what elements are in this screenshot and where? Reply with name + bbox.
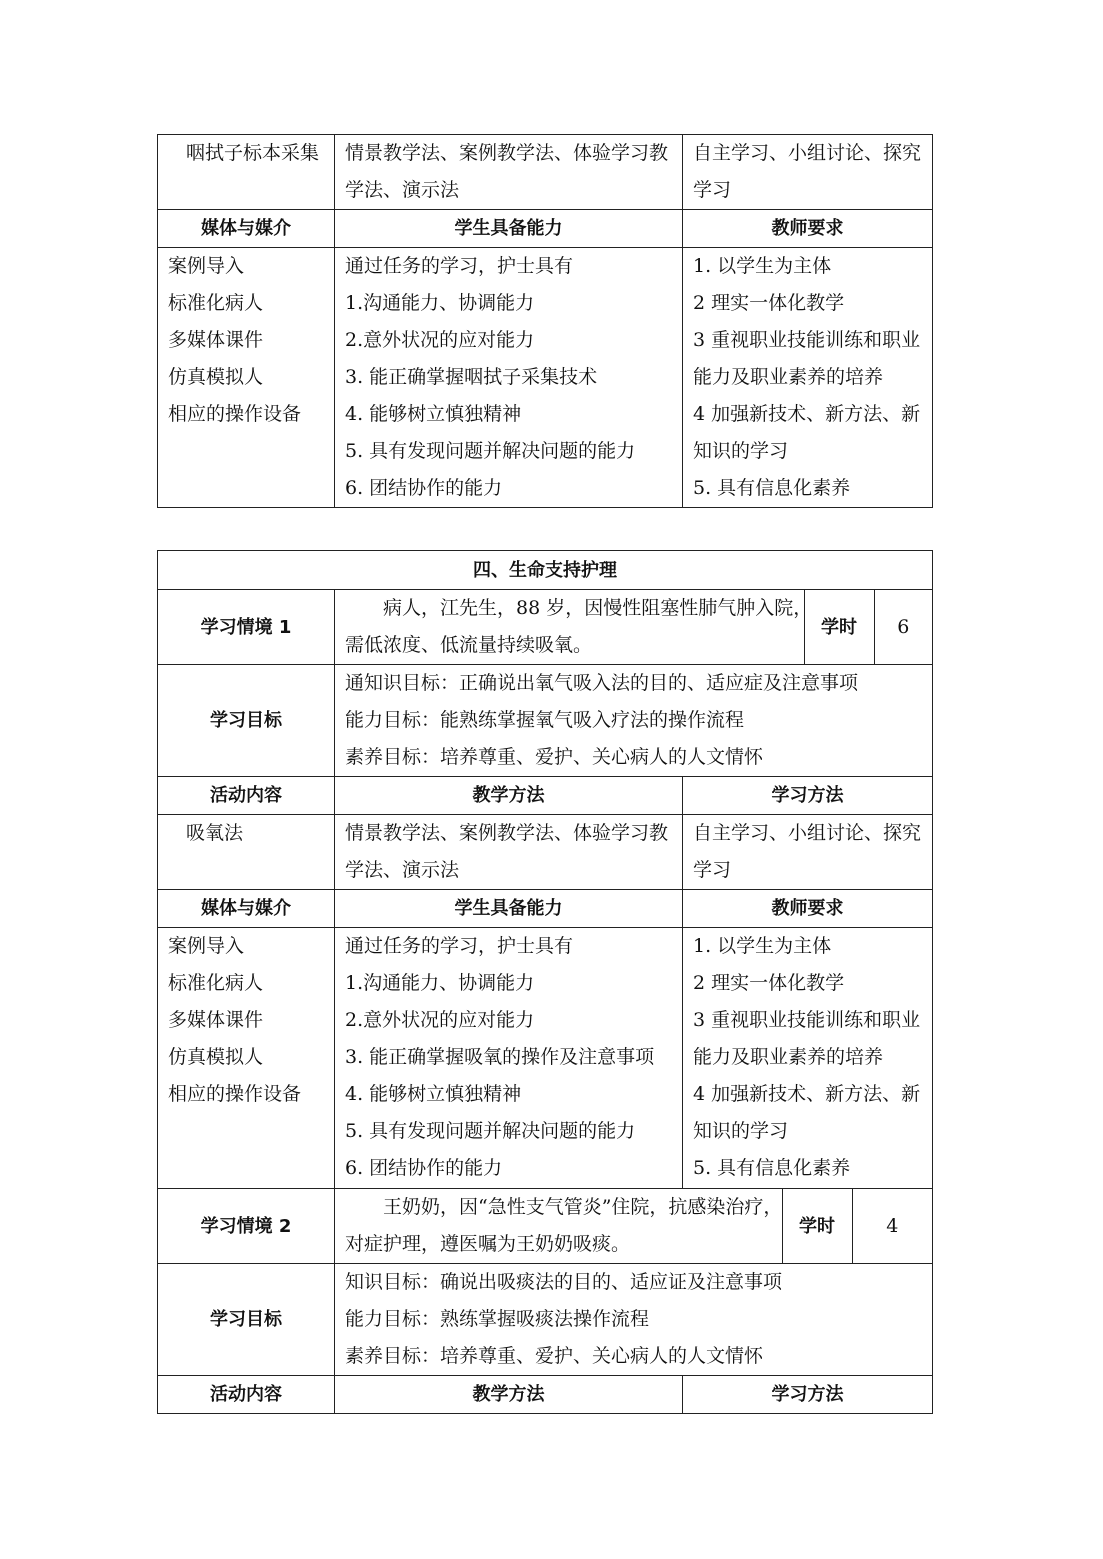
learning-method-line: 学习 (693, 179, 732, 201)
activity-row (158, 135, 933, 210)
goal-line: 通知识目标：正确说出氧气吸入法的目的、适应症及注意事项 (345, 672, 859, 694)
goals-2-label: 学习目标 (158, 1264, 335, 1376)
activity-cell (158, 135, 335, 210)
media-item: 标准化病人 (168, 292, 264, 314)
teaching-method-cell (335, 135, 683, 210)
header-row (158, 890, 933, 928)
header-media: 媒体与媒介 (158, 210, 335, 248)
course-table-2 (157, 550, 933, 1414)
teaching-method-line: 学法、演示法 (345, 179, 460, 201)
teaching-method-line: 情景教学法、案例教学法、体验学习教 (345, 822, 669, 844)
learning-method-line: 自主学习、小组讨论、探究 (693, 142, 922, 164)
situation-1-content (335, 590, 933, 665)
hours-value: 6 (874, 590, 932, 664)
header-teaching-method: 教学方法 (335, 777, 683, 815)
media-cell (158, 928, 335, 1189)
goal-line: 知识目标：确说出吸痰法的目的、适应证及注意事项 (345, 1271, 783, 1293)
media-item: 多媒体课件 (168, 329, 264, 351)
media-row (158, 928, 933, 1189)
goal-line: 能力目标：能熟练掌握氧气吸入疗法的操作流程 (345, 709, 745, 731)
requirement-item: 3 重视职业技能训练和职业 (693, 329, 921, 351)
situation-text-line: 王奶奶，因“急性支气管炎”住院，抗感染治疗， (383, 1196, 783, 1218)
situation-1-label: 学习情境 1 (158, 590, 335, 665)
goals-1-row (158, 665, 933, 777)
goal-line: 素养目标：培养尊重、爱护、关心病人的人文情怀 (345, 1345, 764, 1367)
header-teaching-method: 教学方法 (335, 1376, 683, 1414)
requirement-item: 2 理实一体化教学 (693, 292, 845, 314)
activity-row (158, 815, 933, 890)
media-item: 相应的操作设备 (168, 403, 302, 425)
ability-item: 6. 团结协作的能力 (345, 477, 503, 499)
situation-2-row (158, 1189, 933, 1264)
ability-item: 4. 能够树立慎独精神 (345, 1083, 522, 1105)
requirement-item: 知识的学习 (693, 440, 789, 462)
media-item: 案例导入 (168, 255, 245, 277)
header-abilities: 学生具备能力 (335, 210, 683, 248)
ability-item: 3. 能正确掌握吸氧的操作及注意事项 (345, 1046, 655, 1068)
media-row (158, 248, 933, 508)
header-requirements: 教师要求 (683, 210, 933, 248)
header-learning-method: 学习方法 (683, 777, 933, 815)
activity-name: 吸氧法 (186, 822, 244, 844)
header-activity: 活动内容 (158, 1376, 335, 1414)
media-item: 仿真模拟人 (168, 366, 264, 388)
ability-item: 通过任务的学习，护士具有 (345, 255, 574, 277)
situation-text-line: 对症护理，遵医嘱为王奶奶吸痰。 (345, 1233, 631, 1255)
goal-line: 素养目标：培养尊重、爱护、关心病人的人文情怀 (345, 746, 764, 768)
requirement-item: 1. 以学生为主体 (693, 935, 832, 957)
ability-item: 3. 能正确掌握咽拭子采集技术 (345, 366, 598, 388)
situation-2-label: 学习情境 2 (158, 1189, 335, 1264)
ability-item: 通过任务的学习，护士具有 (345, 935, 574, 957)
goals-2-content (335, 1264, 933, 1376)
header-learning-method: 学习方法 (683, 1376, 933, 1414)
title-row (158, 551, 933, 590)
requirement-item: 能力及职业素养的培养 (693, 1046, 884, 1068)
media-item: 仿真模拟人 (168, 1046, 264, 1068)
media-item: 相应的操作设备 (168, 1083, 302, 1105)
abilities-cell (335, 248, 683, 508)
goals-2-row (158, 1264, 933, 1376)
requirement-item: 5. 具有信息化素养 (693, 477, 851, 499)
requirement-item: 能力及职业素养的培养 (693, 366, 884, 388)
requirement-item: 知识的学习 (693, 1120, 789, 1142)
goals-1-label: 学习目标 (158, 665, 335, 777)
requirement-item: 2 理实一体化教学 (693, 972, 845, 994)
header-abilities: 学生具备能力 (335, 890, 683, 928)
situation-1-text (335, 590, 813, 664)
teaching-method-line: 情景教学法、案例教学法、体验学习教 (345, 142, 669, 164)
teaching-method-line: 学法、演示法 (345, 859, 460, 881)
situation-2-text (335, 1189, 782, 1263)
ability-item: 6. 团结协作的能力 (345, 1157, 503, 1179)
ability-item: 2.意外状况的应对能力 (345, 329, 535, 351)
header-row (158, 777, 933, 815)
situation-1-inner (335, 590, 932, 664)
ability-item: 5. 具有发现问题并解决问题的能力 (345, 440, 636, 462)
requirement-item: 3 重视职业技能训练和职业 (693, 1009, 921, 1031)
header-row (158, 1376, 933, 1414)
activity-cell (158, 815, 335, 890)
header-activity: 活动内容 (158, 777, 335, 815)
learning-method-cell (683, 815, 933, 890)
requirements-cell (683, 248, 933, 508)
media-item: 标准化病人 (168, 972, 264, 994)
header-requirements: 教师要求 (683, 890, 933, 928)
learning-method-line: 自主学习、小组讨论、探究 (693, 822, 922, 844)
hours-label: 学时 (782, 1189, 852, 1263)
goals-1-content (335, 665, 933, 777)
requirement-item: 4 加强新技术、新方法、新 (693, 1083, 921, 1105)
situation-text-line: 病人，江先生，88 岁，因慢性阻塞性肺气肿入院， (383, 597, 813, 619)
activity-name: 咽拭子标本采集 (186, 142, 320, 164)
learning-method-line: 学习 (693, 859, 732, 881)
ability-item: 1.沟通能力、协调能力 (345, 292, 535, 314)
media-cell (158, 248, 335, 508)
ability-item: 2.意外状况的应对能力 (345, 1009, 535, 1031)
requirement-item: 1. 以学生为主体 (693, 255, 832, 277)
situation-2-inner (335, 1189, 932, 1263)
situation-1-row (158, 590, 933, 665)
ability-item: 4. 能够树立慎独精神 (345, 403, 522, 425)
requirement-item: 5. 具有信息化素养 (693, 1157, 851, 1179)
section-title: 四、生命支持护理 (158, 551, 933, 590)
media-item: 案例导入 (168, 935, 245, 957)
requirements-cell (683, 928, 933, 1189)
teaching-method-cell (335, 815, 683, 890)
header-media: 媒体与媒介 (158, 890, 335, 928)
header-row (158, 210, 933, 248)
ability-item: 5. 具有发现问题并解决问题的能力 (345, 1120, 636, 1142)
hours-value: 4 (852, 1189, 932, 1263)
abilities-cell (335, 928, 683, 1189)
media-item: 多媒体课件 (168, 1009, 264, 1031)
ability-item: 1.沟通能力、协调能力 (345, 972, 535, 994)
requirement-item: 4 加强新技术、新方法、新 (693, 403, 921, 425)
goal-line: 能力目标：熟练掌握吸痰法操作流程 (345, 1308, 650, 1330)
situation-text-line: 需低浓度、低流量持续吸氧。 (345, 634, 593, 656)
learning-method-cell (683, 135, 933, 210)
course-table-1 (157, 134, 933, 508)
situation-2-content (335, 1189, 933, 1264)
hours-label: 学时 (804, 590, 874, 664)
